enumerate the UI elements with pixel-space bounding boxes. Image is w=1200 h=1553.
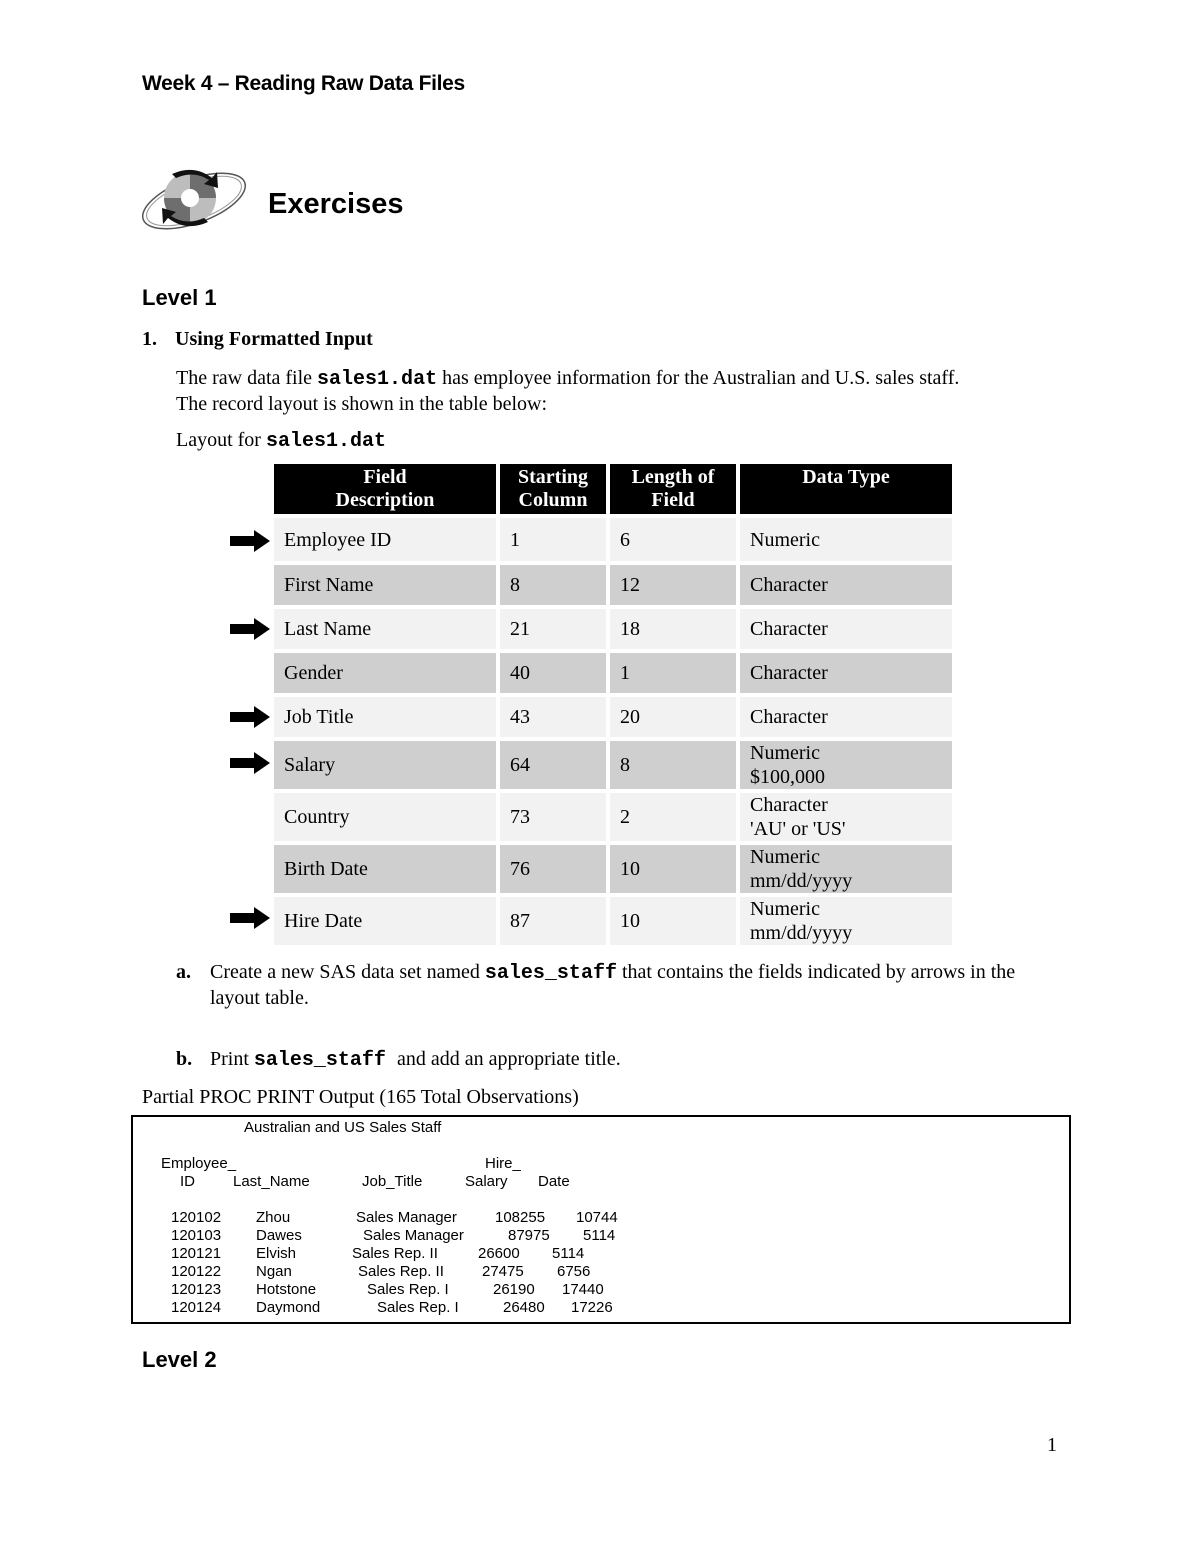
right-arrow-icon: [228, 705, 272, 729]
right-arrow-icon: [228, 529, 272, 553]
out-salary: 108255: [495, 1209, 546, 1226]
out-hire-date: 17440: [562, 1281, 604, 1298]
layout-caption: [176, 428, 386, 454]
header-id: ID: [180, 1173, 195, 1190]
type-format-text: $100,000: [750, 766, 825, 788]
type-cell: Character: [740, 697, 952, 737]
out-hire-date: 5114: [583, 1227, 616, 1244]
out-salary: 26190: [493, 1281, 535, 1298]
out-id: 120102: [171, 1209, 222, 1226]
table-row: [274, 653, 952, 693]
start-cell: 43: [500, 697, 606, 737]
exercises-heading: Exercises: [268, 188, 404, 220]
field-cell: Salary: [274, 741, 496, 789]
out-hire-date: 6756: [557, 1263, 591, 1280]
part-text: Print: [210, 1048, 254, 1070]
column-header-start: [500, 464, 606, 514]
data-file-name: sales1.dat: [317, 368, 438, 391]
data-file-name: sales1.dat: [265, 430, 387, 453]
part-text: that contains the fields indicated by arrows in the: [616, 961, 1016, 983]
part-label: a.: [176, 961, 191, 983]
page-header: Week 4 – Reading Raw Data Files: [142, 72, 465, 95]
length-cell: 6: [610, 518, 736, 561]
column-header-text: Field Description: [335, 466, 435, 511]
right-arrow-icon: [228, 751, 272, 775]
out-job-title: Sales Manager: [363, 1227, 464, 1244]
out-last-name: Elvish: [256, 1245, 297, 1262]
part-text: layout table.: [210, 987, 309, 1009]
exercises-swirl-icon: [138, 158, 254, 244]
type-cell: [740, 897, 952, 945]
start-cell: 76: [500, 845, 606, 893]
type-cell: Character: [740, 565, 952, 605]
start-cell: 21: [500, 609, 606, 649]
out-job-title: Sales Manager: [356, 1209, 457, 1226]
type-cell: Character: [740, 653, 952, 693]
layout-caption-text: Layout for: [176, 429, 266, 451]
out-salary: 27475: [482, 1263, 524, 1280]
length-cell: 12: [610, 565, 736, 605]
start-cell: 8: [500, 565, 606, 605]
out-salary: 26600: [478, 1245, 520, 1262]
table-row: [274, 845, 952, 893]
table-row: [274, 897, 952, 945]
type-cell: [740, 793, 952, 841]
type-cell: [740, 845, 952, 893]
field-cell: Birth Date: [274, 845, 496, 893]
header-job-title: Job_Title: [362, 1173, 423, 1190]
intro-text: The record layout is shown in the table below:: [176, 393, 548, 415]
field-cell: Job Title: [274, 697, 496, 737]
record-layout-table: [270, 460, 956, 949]
table-row: [274, 741, 952, 789]
length-cell: 10: [610, 845, 736, 893]
out-id: 120121: [171, 1245, 222, 1262]
length-cell: 18: [610, 609, 736, 649]
type-format-text: mm/dd/yyyy: [750, 922, 853, 944]
start-cell: 1: [500, 518, 606, 561]
header-hire: Hire_: [485, 1155, 521, 1172]
length-cell: 2: [610, 793, 736, 841]
right-arrow-icon: [228, 617, 272, 641]
start-cell: 64: [500, 741, 606, 789]
table-row: [274, 793, 952, 841]
type-cell: Numeric: [740, 518, 952, 561]
field-cell: Employee ID: [274, 518, 496, 561]
part-text: Create a new SAS data set named: [210, 961, 485, 983]
out-job-title: Sales Rep. II: [358, 1263, 444, 1280]
field-cell: Gender: [274, 653, 496, 693]
start-cell: 40: [500, 653, 606, 693]
out-hire-date: 5114: [552, 1245, 585, 1262]
table-row: [274, 609, 952, 649]
field-cell: First Name: [274, 565, 496, 605]
dataset-name: sales_staff: [484, 962, 617, 985]
out-job-title: Sales Rep. I: [377, 1299, 459, 1316]
type-format-text: 'AU' or 'US': [750, 818, 846, 840]
column-header-text: Data Type: [802, 466, 890, 488]
level-1-heading: Level 1: [142, 285, 217, 310]
output-caption: Partial PROC PRINT Output (165 Total Observations): [142, 1086, 579, 1108]
question-number: 1.: [142, 328, 157, 350]
question-title-text: Using Formatted Input: [175, 328, 373, 350]
right-arrow-icon: [228, 906, 272, 930]
out-id: 120103: [171, 1227, 222, 1244]
column-header-type: [740, 464, 952, 514]
table-row: [274, 697, 952, 737]
length-cell: 1: [610, 653, 736, 693]
out-salary: 26480: [503, 1299, 545, 1316]
out-id: 120124: [171, 1299, 222, 1316]
header-employee: Employee_: [161, 1155, 237, 1172]
table-row: [274, 518, 952, 561]
part-b-instruction: [176, 1047, 621, 1073]
question-1-title: [142, 328, 373, 351]
start-cell: 87: [500, 897, 606, 945]
type-cell: [740, 741, 952, 789]
type-text: Character: [750, 794, 828, 816]
out-id: 120123: [171, 1281, 222, 1298]
column-header-text: Length of Field: [631, 466, 715, 511]
column-header-text: Starting Column: [518, 466, 588, 511]
type-format-text: mm/dd/yyyy: [750, 870, 853, 892]
out-last-name: Ngan: [256, 1263, 292, 1280]
out-last-name: Daymond: [256, 1299, 321, 1316]
type-text: Numeric: [750, 846, 820, 868]
intro-text: The raw data file: [176, 367, 318, 389]
column-header-field: [274, 464, 496, 514]
intro-text: has employee information for the Australian and U.S. sales staff.: [437, 367, 960, 389]
question-1-intro: [176, 366, 1076, 417]
part-text: and add an appropriate title.: [391, 1048, 621, 1070]
out-hire-date: 17226: [571, 1299, 613, 1316]
out-last-name: Zhou: [256, 1209, 291, 1226]
type-text: Numeric: [750, 742, 820, 764]
start-cell: 73: [500, 793, 606, 841]
type-cell: Character: [740, 609, 952, 649]
part-label: b.: [176, 1048, 193, 1070]
type-text: Numeric: [750, 898, 820, 920]
out-job-title: Sales Rep. II: [352, 1245, 438, 1262]
length-cell: 10: [610, 897, 736, 945]
field-cell: Last Name: [274, 609, 496, 649]
out-salary: 87975: [508, 1227, 550, 1244]
dataset-name: sales_staff: [253, 1049, 386, 1072]
output-title: Australian and US Sales Staff: [244, 1119, 442, 1136]
part-a-instruction: [176, 960, 1056, 1011]
header-salary: Salary: [465, 1173, 508, 1190]
field-cell: Hire Date: [274, 897, 496, 945]
out-hire-date: 10744: [576, 1209, 618, 1226]
length-cell: 8: [610, 741, 736, 789]
header-last-name: Last_Name: [233, 1173, 310, 1190]
out-last-name: Dawes: [256, 1227, 302, 1244]
table-row: [274, 565, 952, 605]
out-id: 120122: [171, 1263, 222, 1280]
level-2-heading: Level 2: [142, 1347, 217, 1372]
length-cell: 20: [610, 697, 736, 737]
field-cell: Country: [274, 793, 496, 841]
column-header-length: [610, 464, 736, 514]
out-job-title: Sales Rep. I: [367, 1281, 449, 1298]
out-last-name: Hotstone: [256, 1281, 317, 1298]
page-number: 1: [1047, 1434, 1057, 1456]
header-date: Date: [538, 1173, 570, 1190]
table-header-row: [274, 464, 952, 514]
